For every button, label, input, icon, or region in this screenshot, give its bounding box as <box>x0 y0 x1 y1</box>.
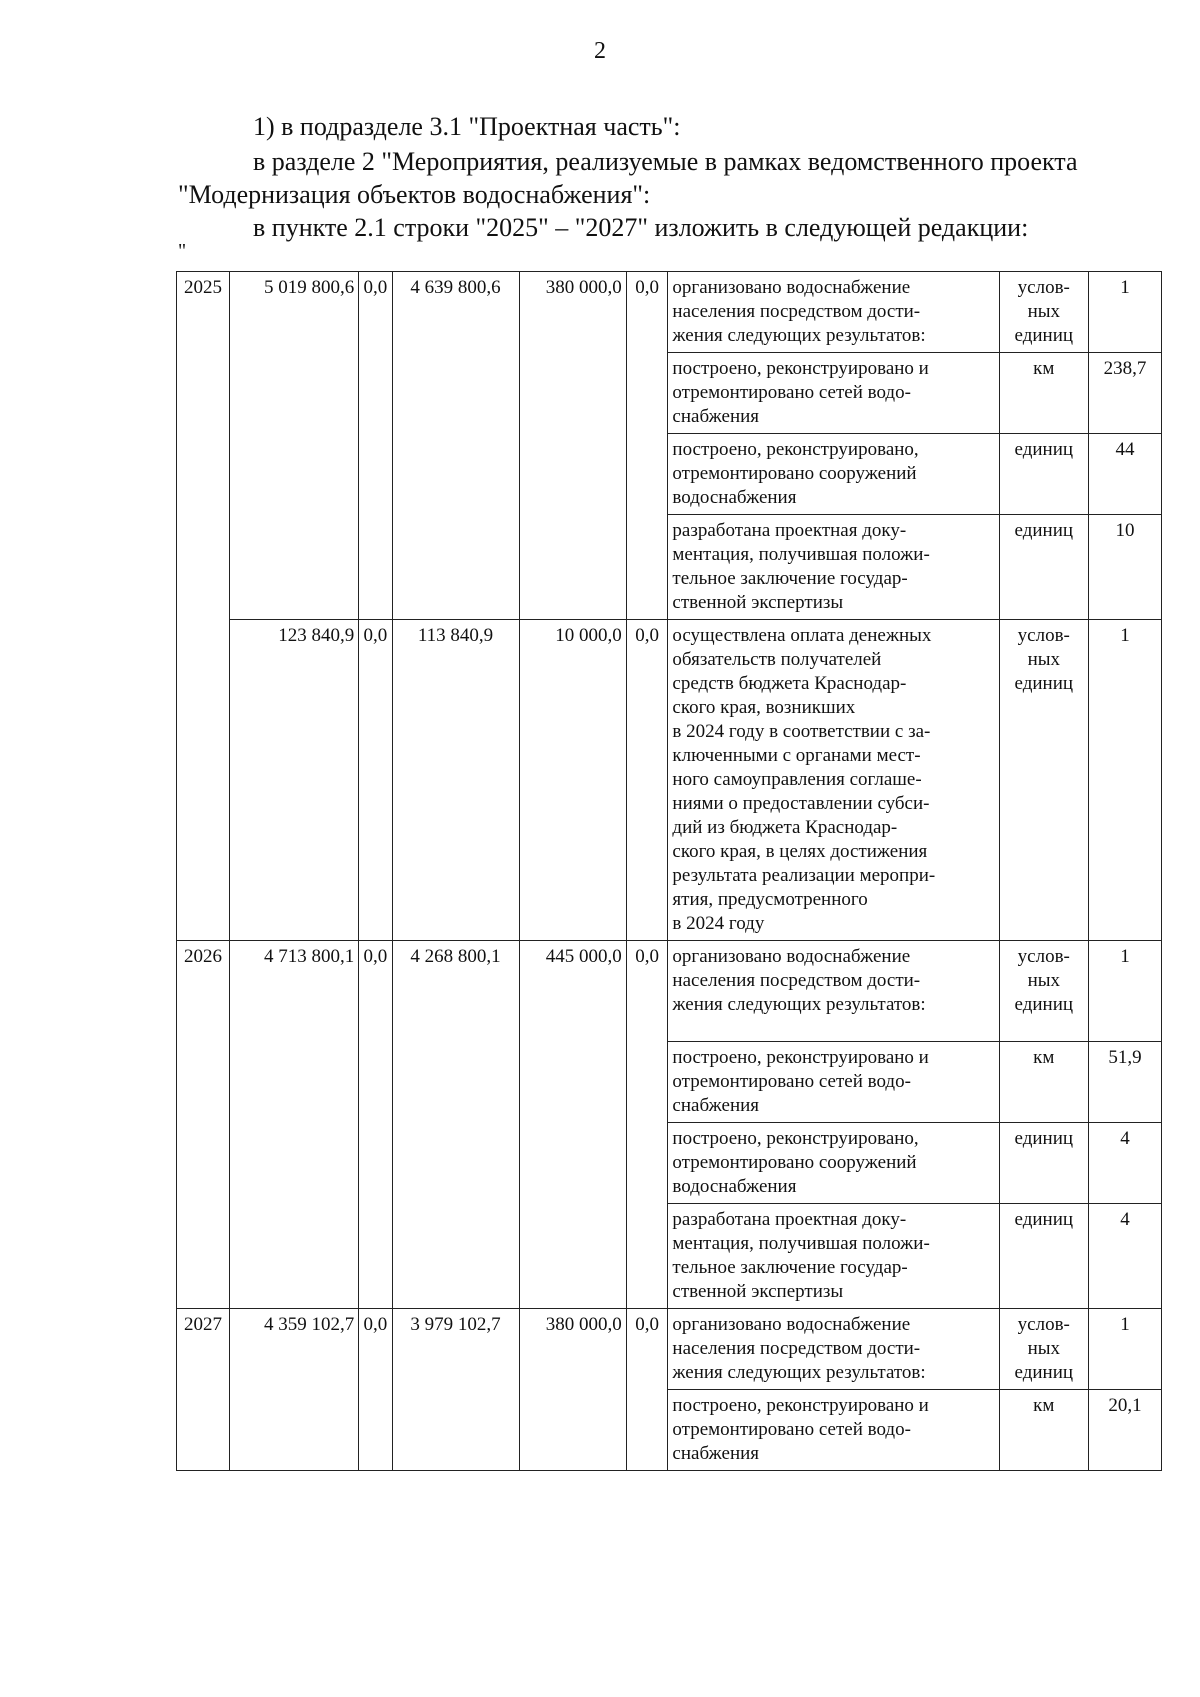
intro-line-3: "Модернизация объектов водоснабжения": <box>178 180 651 209</box>
result-unit: единиц <box>999 1123 1089 1204</box>
regional-cell: 3 979 102,7 <box>392 1309 519 1471</box>
table-row-2025-payment <box>177 620 1162 941</box>
result-unit: км <box>999 1042 1089 1123</box>
total-cell: 5 019 800,6 <box>230 272 359 620</box>
extra-cell: 0,0 <box>626 620 668 941</box>
result-unit: услов- ных единиц <box>999 272 1089 353</box>
result-description: построено, реконструировано, отремонтировано сооружений водоснабжения <box>668 434 999 515</box>
table-row-2027-organized <box>177 1309 1162 1390</box>
opening-quote: " <box>178 240 187 262</box>
result-value: 10 <box>1089 515 1162 620</box>
local-cell: 380 000,0 <box>519 1309 626 1471</box>
total-cell: 4 713 800,1 <box>230 941 359 1309</box>
result-unit: км <box>999 353 1089 434</box>
intro-line-4: в пункте 2.1 строки "2025" – "2027" изложить в следующей редакции: <box>253 213 1029 242</box>
result-value: 44 <box>1089 434 1162 515</box>
result-description: организовано водоснабжение населения посредством дости- жения следующих результатов: <box>668 941 999 1042</box>
result-value: 4 <box>1089 1123 1162 1204</box>
total-cell: 4 359 102,7 <box>230 1309 359 1471</box>
result-description: построено, реконструировано и отремонтировано сетей водо- снабжения <box>668 353 999 434</box>
result-value: 1 <box>1089 941 1162 1042</box>
result-unit: услов- ных единиц <box>999 620 1089 941</box>
page-number: 2 <box>594 38 606 64</box>
federal-cell: 0,0 <box>359 1309 392 1471</box>
local-cell: 10 000,0 <box>519 620 626 941</box>
result-value: 1 <box>1089 1309 1162 1390</box>
result-description: разработана проектная доку- ментация, получившая положи- тельное заключение государ- ственной экспертизы <box>668 515 999 620</box>
result-description: организовано водоснабжение населения посредством дости- жения следующих результатов: <box>668 1309 999 1390</box>
federal-cell: 0,0 <box>359 941 392 1309</box>
result-unit: км <box>999 1390 1089 1471</box>
federal-cell: 0,0 <box>359 620 392 941</box>
result-unit: единиц <box>999 434 1089 515</box>
result-unit: единиц <box>999 1204 1089 1309</box>
program-table <box>176 271 1162 1471</box>
intro-line-1: 1) в подразделе 3.1 "Проектная часть": <box>253 112 681 141</box>
year-cell: 2026 <box>177 941 230 1309</box>
result-value: 1 <box>1089 620 1162 941</box>
result-value: 238,7 <box>1089 353 1162 434</box>
result-description: построено, реконструировано и отремонтировано сетей водо- снабжения <box>668 1042 999 1123</box>
table-row-2025-organized <box>177 272 1162 353</box>
intro-line-2: в разделе 2 "Мероприятия, реализуемые в рамках ведомственного проекта <box>253 147 1078 176</box>
table-row-2026-organized <box>177 941 1162 1042</box>
extra-cell: 0,0 <box>626 941 668 1309</box>
result-value: 1 <box>1089 272 1162 353</box>
year-cell: 2027 <box>177 1309 230 1471</box>
result-value: 51,9 <box>1089 1042 1162 1123</box>
regional-cell: 4 268 800,1 <box>392 941 519 1309</box>
result-description: разработана проектная доку- ментация, получившая положи- тельное заключение государ- ственной экспертизы <box>668 1204 999 1309</box>
result-description: осуществлена оплата денежных обязательств получателей средств бюджета Краснодар- ского края, возникших в 2024 году в соответствии с за- ключенными с органами мест- ного самоуправления соглаше- ниями о предоставлении субси- дий из бюджета Краснодар- ского края, в целях достижения результата реализации меропри- ятия, предусмотренного в 2024 году <box>668 620 999 941</box>
year-cell: 2025 <box>177 272 230 941</box>
result-description: построено, реконструировано и отремонтировано сетей водо- снабжения <box>668 1390 999 1471</box>
result-unit: услов- ных единиц <box>999 1309 1089 1390</box>
federal-cell: 0,0 <box>359 272 392 620</box>
result-description: организовано водоснабжение населения посредством дости- жения следующих результатов: <box>668 272 999 353</box>
result-unit: единиц <box>999 515 1089 620</box>
regional-cell: 4 639 800,6 <box>392 272 519 620</box>
extra-cell: 0,0 <box>626 1309 668 1471</box>
result-description: построено, реконструировано, отремонтировано сооружений водоснабжения <box>668 1123 999 1204</box>
extra-cell: 0,0 <box>626 272 668 620</box>
regional-cell: 113 840,9 <box>392 620 519 941</box>
total-cell: 123 840,9 <box>230 620 359 941</box>
local-cell: 445 000,0 <box>519 941 626 1309</box>
local-cell: 380 000,0 <box>519 272 626 620</box>
result-value: 20,1 <box>1089 1390 1162 1471</box>
result-unit: услов- ных единиц <box>999 941 1089 1042</box>
result-value: 4 <box>1089 1204 1162 1309</box>
